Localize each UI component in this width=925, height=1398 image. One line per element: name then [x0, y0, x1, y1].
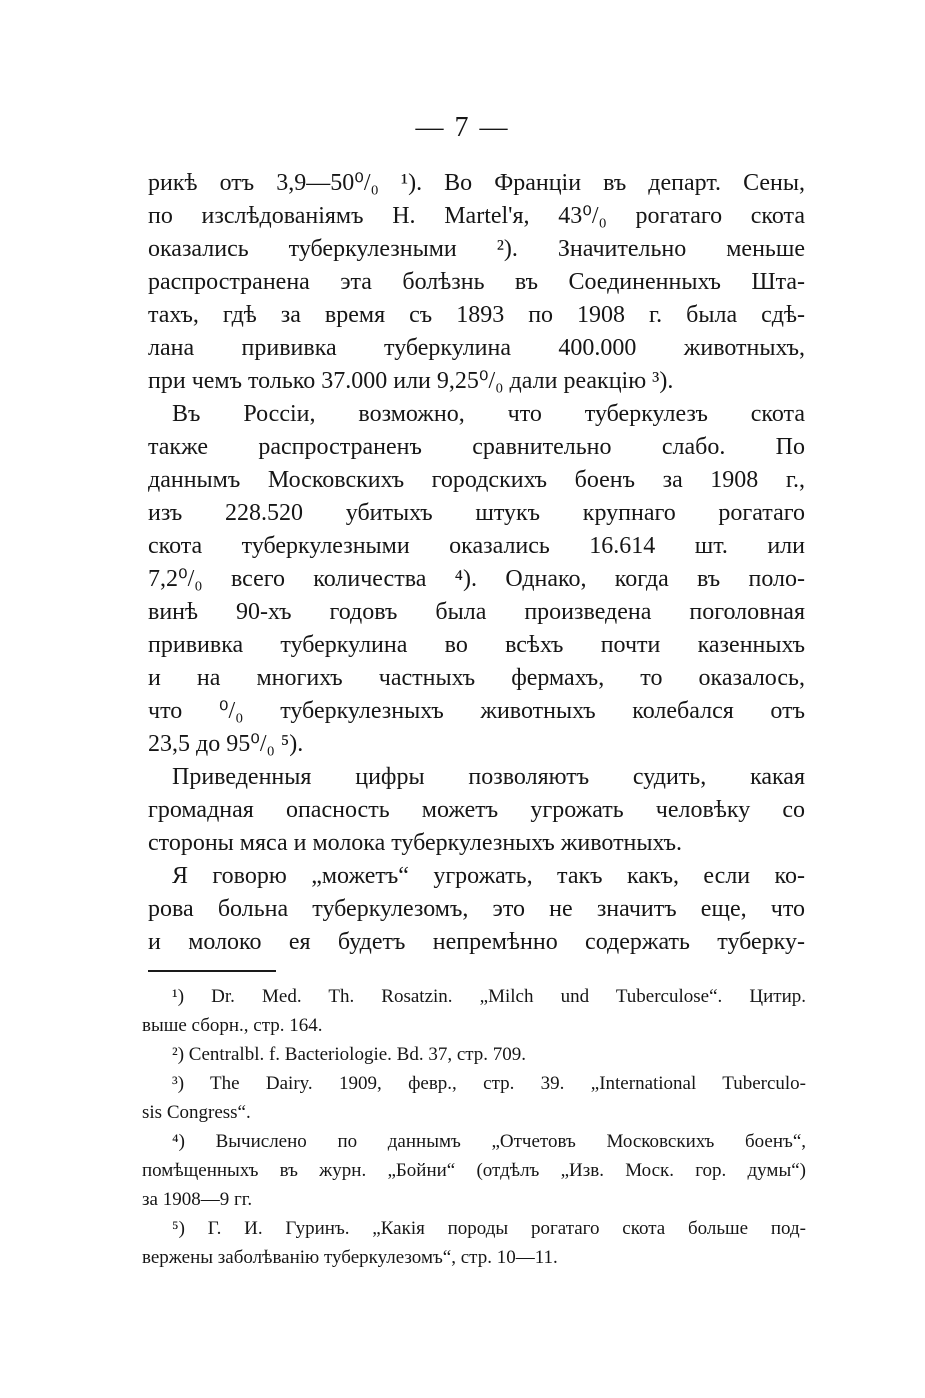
- footnote: [142, 1214, 806, 1272]
- text-line: тахъ, гдѣ за время съ 1893 по 1908 г. была сдѣ-: [148, 302, 805, 328]
- footnote-line: ¹) Dr. Med. Th. Rosatzin. „Milch und Tuberculose“. Цитир.: [172, 986, 806, 1007]
- footnote-line: за 1908—9 гг.: [142, 1189, 253, 1210]
- footnote-separator: [148, 970, 276, 972]
- text-line: стороны мяса и молока туберкулезныхъ животныхъ.: [148, 830, 683, 856]
- page-number: — 7 —: [415, 112, 510, 143]
- footnote: [142, 1127, 806, 1214]
- text-line: лана прививка туберкулина 400.000 животныхъ,: [148, 335, 805, 361]
- text-line: по изслѣдованіямъ H. Martel'я, 43⁰/₀ рогатаго скота: [148, 203, 805, 229]
- text-line: также распространенъ сравнительно слабо. По: [148, 434, 805, 460]
- footnote-line: sis Congress“.: [142, 1102, 251, 1123]
- text-line: скота туберкулезными оказались 16.614 шт. или: [148, 533, 805, 559]
- footnote-line: ³) The Dairy. 1909, февр., стр. 39. „International Tuberculo-: [172, 1073, 806, 1094]
- text-line: что ⁰/₀ туберкулезныхъ животныхъ колебался отъ: [148, 698, 805, 724]
- footnote-line: ²) Centralbl. f. Bacteriologie. Bd. 37, стр. 709.: [172, 1044, 527, 1065]
- footnote: [142, 982, 806, 1040]
- text-line: и молоко ея будетъ непремѣнно содержать туберку-: [148, 929, 805, 955]
- paragraph: [148, 167, 805, 398]
- footnote-line: выше сборн., стр. 164.: [142, 1015, 323, 1036]
- body-text: [148, 167, 805, 959]
- paragraph: [148, 860, 805, 959]
- footnote-line: помѣщенныхъ въ журн. „Бойни“ (отдѣлъ „Изв. Моск. гор. думы“): [142, 1160, 806, 1181]
- text-line: громадная опасность можетъ угрожать человѣку со: [148, 797, 805, 823]
- text-line: винѣ 90-хъ годовъ была произведена поголовная: [148, 599, 805, 625]
- text-line: изъ 228.520 убитыхъ штукъ крупнаго рогатаго: [148, 500, 805, 526]
- footnote: [142, 1040, 806, 1069]
- text-line: оказались туберкулезными ²). Значительно меньше: [148, 236, 805, 262]
- paragraph: [148, 761, 805, 860]
- text-line: 7,2⁰/₀ всего количества ⁴). Однако, когда въ поло-: [148, 566, 805, 592]
- footnote-line: вержены заболѣванію туберкулезомъ“, стр. 10—11.: [142, 1247, 558, 1268]
- text-line: рикѣ отъ 3,9—50⁰/₀ ¹). Во Франціи въ департ. Сены,: [148, 170, 805, 196]
- footnote-line: ⁵) Г. И. Гуринъ. „Какія породы рогатаго скота больше под-: [172, 1218, 806, 1239]
- paragraph: [148, 398, 805, 761]
- text-line: рова больна туберкулезомъ, это не значитъ еще, что: [148, 896, 805, 922]
- text-line: Приведенныя цифры позволяютъ судить, какая: [172, 764, 805, 790]
- text-line: распространена эта болѣзнь въ Соединенныхъ Шта-: [148, 269, 805, 295]
- text-line: и на многихъ частныхъ фермахъ, то оказалось,: [148, 665, 805, 691]
- footnote: [142, 1069, 806, 1127]
- text-line: даннымъ Московскихъ городскихъ боенъ за 1908 г.,: [148, 467, 805, 493]
- text-line: прививка туберкулина во всѣхъ почти казенныхъ: [148, 632, 805, 658]
- text-line: Я говорю „можетъ“ угрожать, такъ какъ, если ко-: [172, 863, 805, 889]
- text-line: Въ Россіи, возможно, что туберкулезъ скота: [172, 401, 805, 427]
- text-line: при чемъ только 37.000 или 9,25⁰/₀ дали реакцію ³).: [148, 368, 674, 394]
- footnotes: [142, 982, 806, 1272]
- text-line: 23,5 до 95⁰/₀ ⁵).: [148, 731, 304, 757]
- footnote-line: ⁴) Вычислено по даннымъ „Отчетовъ Московскихъ боенъ“,: [172, 1131, 806, 1152]
